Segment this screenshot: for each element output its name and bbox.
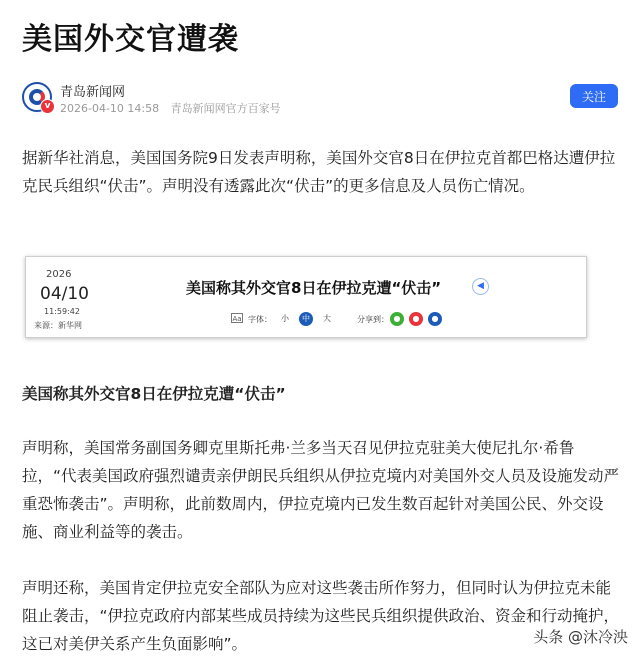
card-date: 04/10	[40, 284, 89, 304]
follow-button[interactable]: 关注	[570, 84, 618, 108]
speaker-icon[interactable]: ◀	[472, 278, 489, 295]
verified-badge-icon: v	[40, 99, 55, 114]
card-time: 11:59:42	[44, 307, 80, 316]
card-year: 2026	[46, 269, 72, 280]
embedded-news-card	[25, 256, 587, 338]
share-label: 分享到：	[357, 315, 389, 324]
qzone-share-icon[interactable]: ●	[428, 312, 442, 326]
paragraph-1: 据新华社消息，美国国务院9日发表声明称，美国外交官8日在伊拉克首都巴格达遭伊拉克民兵组织“伏击”。声明没有透露此次“伏击”的更多信息及人员伤亡情况。	[22, 149, 616, 195]
watermark: 头条 @沐冷泱	[533, 628, 628, 646]
account-name: 青岛新闻网官方百家号	[170, 102, 281, 115]
source-avatar[interactable]	[22, 82, 52, 112]
card-source: 来源：新华网	[34, 321, 82, 330]
font-size-small[interactable]: 小	[281, 314, 289, 323]
subheading: 美国称其外交官8日在伊拉克遭“伏击”	[22, 385, 286, 403]
weibo-share-icon[interactable]: ●	[409, 312, 423, 326]
article-meta	[60, 100, 281, 116]
source-name[interactable]: 青岛新闻网	[60, 85, 126, 100]
wechat-share-icon[interactable]: ●	[390, 312, 404, 326]
font-size-large[interactable]: 大	[323, 314, 331, 323]
paragraph-2: 声明称，美国常务副国务卿克里斯托弗·兰多当天召见伊拉克驻美大使尼扎尔·希鲁拉，“代表美国政府强烈谴责亲伊朗民兵组织从伊拉克境内对美国外交人员及设施发动严重恐怖袭击”。声明称，此前数周内，伊拉克境内已发生数百起针对美国公民、外交设施、商业利益等的袭击。	[22, 439, 620, 541]
font-size-icon: Aa	[232, 315, 242, 323]
article-title: 美国外交官遭袭	[22, 22, 239, 57]
paragraph-3: 声明还称，美国肯定伊拉克安全部队为应对这些袭击所作努力，但同时认为伊拉克未能阻止袭击，“伊拉克政府内部某些成员持续为这些民兵组织提供政治、资金和行动掩护，这已对美伊关系产生负面影响”。	[22, 579, 620, 653]
font-size-medium[interactable]: 中	[299, 312, 313, 326]
card-headline: 美国称其外交官8日在伊拉克遭“伏击”	[186, 279, 442, 297]
publish-date: 2026-04-10 14:58	[60, 102, 160, 115]
author-row	[22, 80, 618, 120]
font-size-label: 字体：	[248, 315, 272, 324]
